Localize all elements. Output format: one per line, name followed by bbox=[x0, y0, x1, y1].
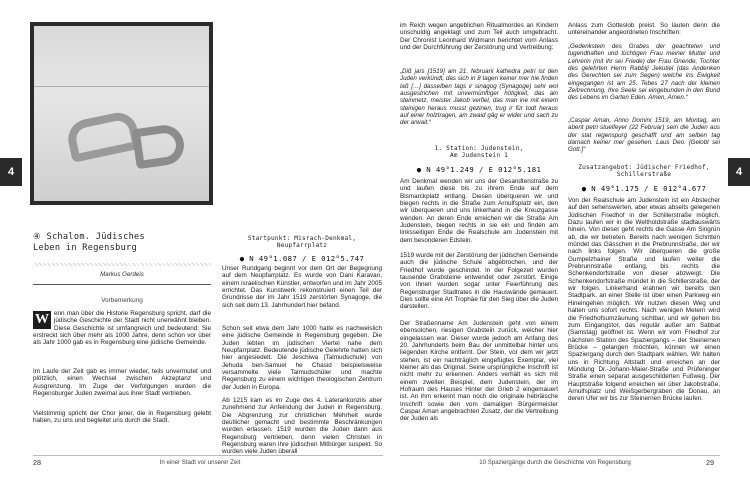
drop-cap: W bbox=[35, 312, 49, 328]
start-point-gps: ● N 49°1.087 / E 012°5.747 bbox=[239, 254, 365, 263]
intro-paragraph: Vielstimmig spricht der Chor jener, die in Regensburg gelebt haben, zu uns und begleitet uns durch die Stadt. bbox=[33, 410, 211, 425]
intro-paragraph: Im Laufe der Zeit gab es immer wieder, teils unvermutet und plötzlich, einen Wechsel zwischen Akzeptanz und Ausgrenzung. Im Zuge der Verfolgungen wurden die Regensburger Juden zweimal aus ihrer Stadt vertrieben. bbox=[33, 368, 211, 398]
chapter-title-line: Leben in Regensburg bbox=[33, 242, 138, 253]
synagogue-monument-photo bbox=[30, 22, 213, 205]
chapter-tab-number: 4 bbox=[735, 166, 743, 178]
body-paragraph: Anlass zum Gotteslob preist. So lauten denn die untereinander angeordneten Inschriften: bbox=[568, 22, 720, 37]
footer-rule-right bbox=[400, 455, 720, 456]
chapter-tab-right bbox=[728, 158, 750, 186]
chronicle-quote: „Diß jars [1519] am 21. februarii kathedra petri ist den Juden verkündt, das sich in 8 tagen keiner mer hie finden laß […] dasselben tags ir sinagog (Synagoge) sehr wol ausgestrichen mit unvermünftiger hötigkeit, das ain steinmetz, meister Jakob verfiel, das man ine mit einem steinigen heraus musst gezinen, trug ir für todt heraus auf einer holztragen, am zwaid gäg er wider und sach zu der arwait.“ bbox=[400, 68, 558, 127]
author-name: Markus Gerdeis bbox=[100, 271, 144, 278]
chapter-tab-number: 4 bbox=[7, 166, 15, 178]
intro-text: enn man über die Historie Regensburg spricht, darf die jüdische Geschichte der Stadt nicht unerwähnt bleiben. Diese Geschichte ist umfangreich und bedeutend: Sie erstreckt sich über mehr als 1000 Jahre, denn schon vor über als Jahr 1000 gab es in Regensburg eine jüdische Gemeinde. bbox=[33, 310, 211, 347]
body-paragraph: Der Straßenname Am Judenstein geht von einem ebensolchen, riesigen Grabstein zurück, welcher hier eingelassen war. Dieser wurde jedoch am Anfang des 20. Jahrhunderts beim Bau der unmittelbar hinter uns liegenden Kirche entfernt. Der Stein, vor dem wir jetzt stehen, ist ein nachträglich eingefügtes Exemplar, viel kleiner als das Original. Seine ursprüngliche Inschrift ist nicht mehr zu erkennen. Anders verhält es sich mit einem zweiten Beispiel, dem Judenstein, der im Hofraum des Hauses Hinter der Grieb 2 eingemauert ist. An ihm erkennt man noch die originale hebräische Inschrift sowie den vom damaligen Bürgermeister Caspar Aman angebrachten Zusatz, der die Vertreibung der Juden als bbox=[400, 320, 558, 423]
station-label-line: Am Judenstein 1 bbox=[449, 152, 509, 160]
station-label bbox=[400, 145, 558, 160]
station-label-line: Schillerstraße bbox=[616, 171, 672, 179]
photo-ground-line bbox=[34, 86, 209, 87]
inscription-quote: „Caspar Aman, Anno Domini 1519, am Montag, am abent petri stuelfeyer (22 Februar) sein die Juden aus der stat regenspurg geschafft und am selben tag darnach keiner mer gesehen. Laus Deo. [Gelobt sei Gott.]“ bbox=[568, 117, 720, 154]
station-gps: ● N 49°1.249 / E 012°5.181 bbox=[416, 165, 542, 174]
chapter-tab-left bbox=[0, 158, 22, 186]
body-paragraph: Unser Rundgang beginnt vor dem Ort der Begegnung auf dem Neupfarrplatz. Es wurde von Dani Karavan, einem israelischen Künstler, entworfen und im Jahr 2005 errichtet. Das Kunstwerk rekonstruiert einen Teil der Grundrisse der im Jahr 1519 zerstörten Synagoge, die sich seit dem 13. Jahrhundert hier befand. bbox=[222, 265, 382, 309]
section-heading: Vorbemerkung bbox=[101, 297, 143, 304]
station-gps: ● N 49°1.175 / E 012°4.677 bbox=[581, 184, 707, 193]
chapter-title bbox=[33, 232, 211, 253]
inscription-quote: „Gedenkstein des Grabes der geachteten und tugendhaften und tüchtigen Frau meiner Mutter und Lehrerin (mit ihr sei Friede) der Frau Gnende, Tochter des gelehrten Herrn Rabbiji Jekutiel (das Andenken des Gerechten sei zum Segen) welche ins Ewigkeit eingegangen ist am 25. Tebes 27 nach der kleinen Zeitrechnung. Ihre Seele sei eingebunden in den Bund des Lebens im Garten Eden. Amen, Amen.“ bbox=[568, 43, 720, 102]
station-label-line: Zusatzangebot: Jüdischer Friedhof, bbox=[578, 164, 710, 171]
body-paragraph: 1519 wurde mit der Zerstörung der jüdischen Gemeinde auch die jüdische Schule abgebrochen, und der Friedhof wurde geschindet. In der Folgezeit wurden tausende Grabsteine entwendet oder zerstört. Einige von ihnen wurden sogar unter Feierführung des Regensburger Stadtrates in die Hauswände gemauert. Dies sollte eine Art Trophäe für den Sieg über die Juden darstellen. bbox=[400, 252, 558, 311]
page-number-left: 28 bbox=[33, 458, 41, 467]
body-paragraph: Am Denkmal wenden wir uns der Gesandtenstraße zu und laufen diese bis zu ihrem Ende auf dem Bismarckplatz entlang. Diesen überqueren wir und biegen rechts in die Straße zum Arnulfsplatz ein, den wir überqueren und uns linkerhand in die Kreuzgasse wenden. An deren Ende erreichen wir die Straße Am Judenstein, biegen rechts in sie ein und finden am linksseitigen Ende die Realschule am Judenstein mit dem besonderen Edstein. bbox=[400, 178, 558, 244]
chapter-title-line: ④ Schalom. Jüdisches bbox=[33, 232, 146, 242]
station-label-line: 1. Station: Judenstein, bbox=[434, 145, 524, 152]
body-paragraph: im Reich wegen angeblichen Ritualmordes an Kindern unschuldig angeklagt und zum Teil auch umgebracht. Der Chronist Leonhard Widmann berichtet vom Anlass und der Durchführung der Zerstörung und Vertreibung: bbox=[400, 22, 558, 52]
photo-stone-shape bbox=[131, 123, 186, 170]
intro-paragraph bbox=[33, 310, 211, 347]
page-number-right: 29 bbox=[706, 458, 714, 467]
body-paragraph: Von der Realschule am Judenstein ist ein Abstecher auf den sehenswerten, aber etwas abseits gelegenen Jüdischen Friedhof in der Schillerstraße möglich. Dazu laufen wir in die Weltholdstraße stadtauswärts hinein. Von dieser geht rechts die Gasse Am Singrün ab, die wir betreten. Bereits nach wenigen Schritten mündet das Gässchen in die Prebrunnstraße, der wir nach links folgen. Wir überqueren die große Gumpelzhainer Straße und laufen weiter die Prebrunnstraße entlang, bis rechts die Schenkendorfstraße von dieser abzweigt. Die Schenkendorfstraße mündet in die Schillerstraße, der wir folgen. Linkerhand erahnen wir bereits den Stadtpark, an einer Stelle ist über einen Parkweg ein Hineingehen möglich. Wir nutzen diesen Weg und halten uns sofort rechts. Nach wenigen Metern wird die Friedhofsumzäunung sichtbar, und wir gehen bis zum Eingangstor, das regulär außer am Sabbat (Samstag) geöffnet ist. Wenn wir vom Friedhof zur nächsten Station des Spaziergangs – der Steinernen Brücke – gelangen möchten, können wir einen Spaziergang durch den Stadtpark wählen. Wir halten uns in Richtung Altstadt und erreichen an der Mündung Dr.-Johann-Maier-Straße und Prüfeninger Straße einen separat ausgeschilderten Fußweg. Der Hauptstraße folgend erreichen wir über Jakobstraße, Arnulfsplatz und Weißgerbergraben die Donau, an deren Ufer wir bis zur Steinernen Brücke laufen. bbox=[568, 197, 720, 403]
running-footer-right: 10 Spaziergänge durch die Geschichte von Regensburg bbox=[479, 459, 631, 466]
start-point-label: Startpunkt: Misrach-Denkmal, Neupfarrplatz bbox=[247, 235, 357, 250]
body-paragraph: Schon seit etwa dem Jahr 1000 hatte es nachweislich eine jüdische Gemeinde in Regensburg gegeben. Die Juden lebten im jüdischen Viertel nahe dem Neupfarrplatz. Bedeutende jüdische Gelehrte hatten sich hier angesiedelt. Die Jeschiwa (Talmudschule) von Jehuda ben-Samuel he Chasid beispielsweise versammelte viele Talmudschüler und machte Regensburg zu einem wichtigen theologischen Zentrum der Juden in Europa. bbox=[222, 325, 382, 391]
footer-rule-left bbox=[33, 455, 383, 456]
body-paragraph: Ab 1215 kam es im Zuge des 4. Laterankonzils aber zunehmend zur Anfeindung der Juden in Regensburg. Die Abgrenzung zur christlichen Mehrheit wurde deutlicher gemacht und bestimmte Beschränkungen wurden erlassen. 1519 wurden die Juden dann aus Regensburg vertrieben, denn vielen Christen in Regensburg waren ihre jüdischen Mitbürger suspekt. So wurden viele Juden überall bbox=[222, 397, 382, 456]
station-label bbox=[568, 164, 720, 179]
title-divider bbox=[33, 263, 211, 266]
running-footer-left: In einer Stadt vor unserer Zeit bbox=[159, 459, 241, 466]
author-divider bbox=[33, 284, 211, 285]
photo-stone-shape bbox=[65, 109, 142, 163]
photo-content bbox=[34, 26, 209, 201]
